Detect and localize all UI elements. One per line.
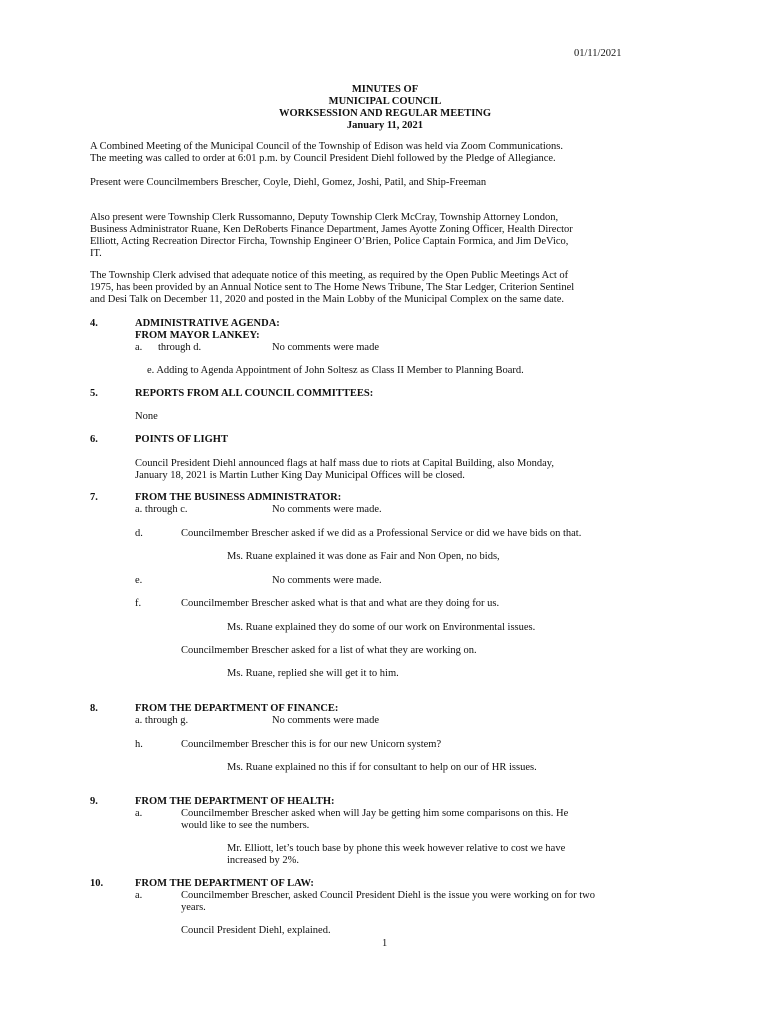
also-present-line: Business Administrator Ruane, Ken DeRoberts Finance Department, James Ayotte Zoning Officer, Health Director [90,224,573,235]
section-number: 5. [90,388,98,399]
title-line-1: MINUTES OF [351,84,419,95]
item-text: through d. [158,342,202,353]
item-text: years. [181,902,206,913]
also-present-line: IT. [90,248,102,259]
item-text: Councilmember Brescher asked if we did as a Professional Service or did we have bids on that. [181,528,582,539]
title-line-3: WORKSESSION AND REGULAR MEETING [278,108,492,119]
section-heading: FROM THE DEPARTMENT OF LAW: [135,878,314,889]
item-text: Councilmember Brescher asked for a list of what they are working on. [181,645,477,656]
item-comment: No comments were made [272,715,380,726]
item-reply: Ms. Ruane explained it was done as Fair and Non Open, no bids, [227,551,500,562]
item-label: h. [135,739,143,750]
section-heading: REPORTS FROM ALL COUNCIL COMMITTEES: [135,388,374,399]
item-reply: increased by 2%. [227,855,300,866]
item-reply: Ms. Ruane, replied she will get it to him. [227,668,399,679]
item-comment: No comments were made. [272,504,382,515]
item-text: would like to see the numbers. [181,820,310,831]
item-label: a. [135,890,143,901]
item-reply: Ms. Ruane explained they do some of our work on Environmental issues. [227,622,536,633]
item-text: Councilmember Brescher asked when will Jay be getting him some comparisons on this. He [181,808,569,819]
intro-line: A Combined Meeting of the Municipal Council of the Township of Edison was held via Zoom Communications. [90,141,563,152]
item-text: Councilmember Brescher this is for our new Unicorn system? [181,739,442,750]
item-text: Councilmember Brescher, asked Council President Diehl is the issue you were working on for two [181,890,595,901]
title-line-2: MUNICIPAL COUNCIL [328,96,442,107]
item-label: a. [135,342,143,353]
also-present-line: Elliott, Acting Recreation Director Fircha, Township Engineer O’Brien, Police Captain Formica, and Jim DeVico, [90,236,569,247]
section-number: 4. [90,318,98,329]
item-label: f. [135,598,142,609]
section-body: Council President Diehl announced flags at half mass due to riots at Capital Building, also Monday, [135,458,554,469]
section-heading: FROM THE DEPARTMENT OF FINANCE: [135,703,339,714]
item-text: a. through g. [135,715,189,726]
section-heading: ADMINISTRATIVE AGENDA: [135,318,280,329]
section-subheading: FROM MAYOR LANKEY: [135,330,260,341]
item-reply: Mr. Elliott, let’s touch base by phone this week however relative to cost we have [227,843,566,854]
item-comment: No comments were made. [272,575,382,586]
section-heading: POINTS OF LIGHT [135,434,228,445]
document-date: 01/11/2021 [574,48,622,59]
section-number: 8. [90,703,98,714]
intro-line: The meeting was called to order at 6:01 p.m. by Council President Diehl followed by the Pledge of Allegiance. [90,153,556,164]
section-body: None [135,411,158,422]
section-heading: FROM THE BUSINESS ADMINISTRATOR: [135,492,342,503]
section-body: January 18, 2021 is Martin Luther King Day Municipal Offices will be closed. [135,470,465,481]
item-text: Councilmember Brescher asked what is that and what are they doing for us. [181,598,500,609]
section-number: 7. [90,492,98,503]
page-number: 1 [382,938,388,949]
notice-line: 1975, has been provided by an Annual Notice sent to The Home News Tribune, The Star Ledger, Criterion Sentinel [90,282,575,293]
also-present-line: Also present were Township Clerk Russomanno, Deputy Township Clerk McCray, Township Attorney London, [90,212,559,223]
item-reply: Council President Diehl, explained. [181,925,331,936]
item-label: a. [135,808,143,819]
title-line-4: January 11, 2021 [346,120,424,131]
notice-line: and Desi Talk on December 11, 2020 and posted in the Main Lobby of the Municipal Complex on the same date. [90,294,564,305]
item-text: a. through c. [135,504,188,515]
present-line: Present were Councilmembers Brescher, Coyle, Diehl, Gomez, Joshi, Patil, and Ship-Freeman [90,177,487,188]
section-heading: FROM THE DEPARTMENT OF HEALTH: [135,796,335,807]
item-comment: No comments were made [272,342,380,353]
section-number: 10. [90,878,104,889]
item-text: e. Adding to Agenda Appointment of John Soltesz as Class II Member to Planning Board. [147,365,524,376]
section-number: 9. [90,796,98,807]
item-label: e. [135,575,143,586]
item-reply: Ms. Ruane explained no this if for consultant to help on our of HR issues. [227,762,537,773]
section-number: 6. [90,434,98,445]
item-label: d. [135,528,143,539]
notice-line: The Township Clerk advised that adequate notice of this meeting, as required by the Open Public Meetings Act of [90,270,569,281]
